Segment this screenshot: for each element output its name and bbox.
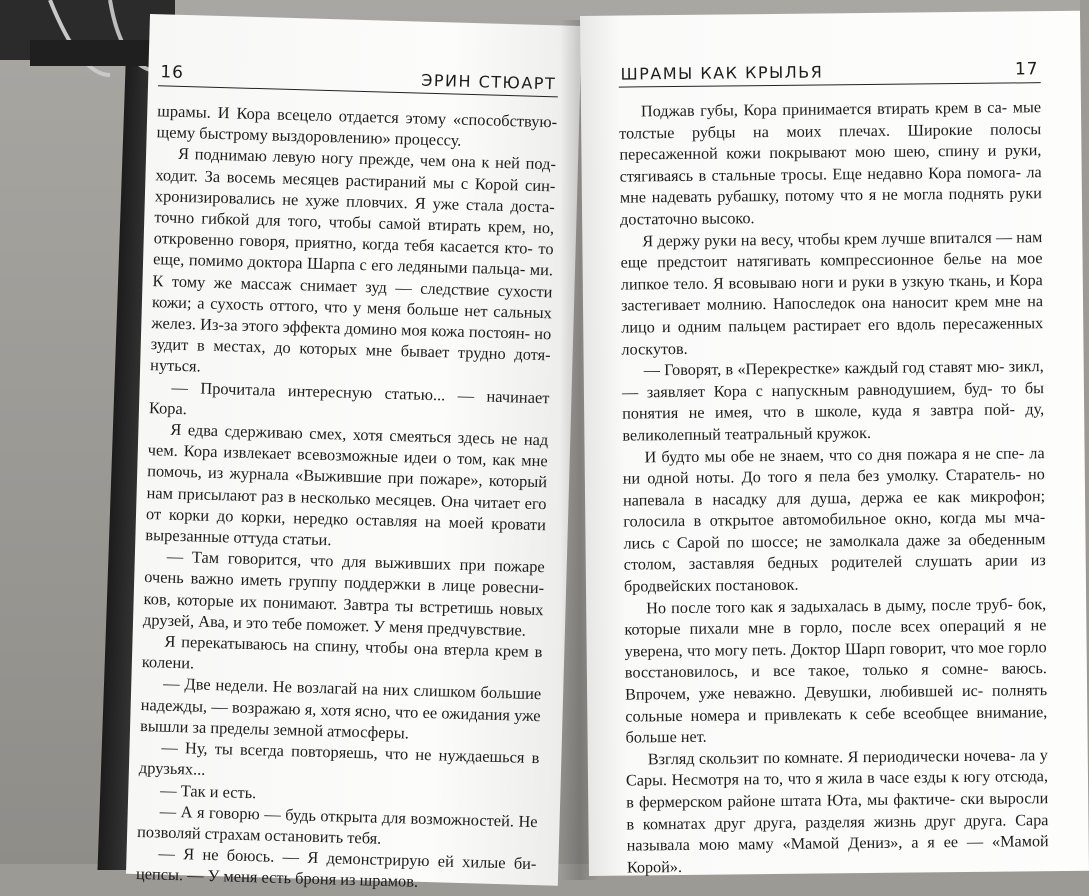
paragraph: — А я говорю — будь открыта для возможностей. Не позволяй страхам остановить тебя. bbox=[136, 801, 538, 848]
paragraph: Я держу руки на весу, чтобы крем лучше впитался — нам еще предстоит натягивать компрессионное белье на мое липкое тело. Я всовываю ноги и руки в узкую ткань, и Кора застегивает молнию. Напоследок она наносит крем мне на лицо и одним пальцем растирает его вдоль пересаженных лоскутов. bbox=[620, 227, 1044, 359]
paragraph: — Там говорится, что для выживших при пожаре очень важно иметь группу поддержки в лице ровесни- ков, которые их понимают. Завтра ты встретишь новых друзей, Ава, и это тебе поможет. У меня предчувствие. bbox=[142, 546, 545, 640]
paragraph: — Прочитала интересную статью... — начинает Кора. bbox=[148, 377, 550, 419]
left-page-number: 16 bbox=[160, 62, 185, 83]
right-running-head bbox=[619, 59, 1041, 87]
left-page-text bbox=[136, 100, 558, 895]
right-page bbox=[580, 11, 1089, 876]
paragraph: — Говорят, в «Перекрестке» каждый год ставят мю- зикл, — заявляет Кора с напускным равнодушием, буд- то бы понятия не имея, что в школе, куда я завтра пой- ду, великолепный театральный кружок. bbox=[621, 357, 1045, 445]
paragraph: Я перекатываюсь на спину, чтобы она втерла крем в колени. bbox=[141, 631, 543, 673]
paragraph: И будто мы обе не знаем, что со дня пожара я не спе- ла ни одной ноты. До того я пела без умолку. Старатель- но напевала в насадку для душа, держа ее как микрофон; голосила в открытое автомобильное окно, когда мы мча- лись с Сарой по шоссе; не замолкала даже за обеденным столом, заставляя бедных родителей слушать арии из бродвейских постановок. bbox=[622, 443, 1046, 596]
right-page-text bbox=[619, 97, 1049, 879]
left-running-head bbox=[158, 62, 559, 97]
paragraph: Поджав губы, Кора принимается втирать крем в са- мые толстые рубцы на моих плечах. Широкие полосы пересаженной кожи покрывают мою шею, спину и руки, стягиваясь в стальные тросы. Еще недавно Кора помога- ла мне надевать рубашку, потому что я не могла поднять руки достаточно высоко. bbox=[619, 98, 1042, 229]
paragraph: Я поднимаю левую ногу прежде, чем она к ней под- ходит. За восемь месяцев растираний мы с Корой син- хронизировались не хуже пловчих. Я уже стала доста- точно гибкой для того, чтобы самой втирать крем, но, откровенно говоря, приятно, когда тебя касается кто- то еще, помимо доктора Шарпа с его ледяными пальца- ми. К тому же массаж снимает зуд — следствие сухости кожи; а сухость оттого, что у меня больше нет сальных желез. Из-за этого эффекта домино моя кожа постоян- но зудит в местах, до которых мне бывает трудно дотя- нуться. bbox=[149, 144, 557, 376]
paragraph: шрамы. И Кора всецело отдается этому «способствую- щему быстрому выздоровлению» процессу. bbox=[156, 101, 558, 150]
right-running-title: ШРАМЫ КАК КРЫЛЬЯ bbox=[620, 62, 824, 84]
paragraph: Я едва сдерживаю смех, хотя смеяться здесь не над чем. Кора извлекает всевозможные идеи о том, как мне помочь, из журнала «Выжившие при пожаре», который нам присылают раз в несколько месяцев. Она читает его от корки до корки, нередко оставляя на моей кровати вырезанные оттуда статьи. bbox=[145, 419, 549, 550]
paragraph: Взгляд скользит по комнате. Я периодически ночева- ла у Сары. Несмотря на то, что я жила в часе езды к югу отсюда, в фермерском районе штата Юта, мы фактиче- ски выросли в комнатах друг друга, разделяя жизнь друг друга. Сара называла мою маму «Мамой Дениз», а я ее — «Мамой Корой». bbox=[625, 745, 1049, 877]
left-page bbox=[126, 14, 582, 892]
left-running-title: ЭРИН СТЮАРТ bbox=[420, 70, 557, 94]
paragraph: — Я не боюсь. — Я демонстрирую ей хилые би- цепсы. — У меня есть броня из шрамов. bbox=[135, 843, 537, 892]
paragraph: — Две недели. Не возлагай на них слишком большие надежды, — возражаю я, хотя ясно, что ее ожидания уже вышли за пределы земной атмосферы. bbox=[139, 674, 542, 743]
paragraph: — Так и есть. bbox=[160, 780, 257, 802]
paragraph: Но после того как я задыхалась в дыму, после труб- бок, которые пихали мне в горло, после всех операций я не уверена, что могу петь. Доктор Шарп говорит, что мое горло восстановилось, и все такое, только я сомне- ваюсь. Впрочем, уже неважно. Девушки, любившей ис- полнять сольные номера и привлекать к себе всеобщее внимание, больше нет. bbox=[624, 594, 1048, 747]
paragraph: — Ну, ты всегда повторяешь, что не нуждаешься в друзьях... bbox=[138, 737, 540, 780]
right-page-number: 17 bbox=[1014, 59, 1039, 80]
